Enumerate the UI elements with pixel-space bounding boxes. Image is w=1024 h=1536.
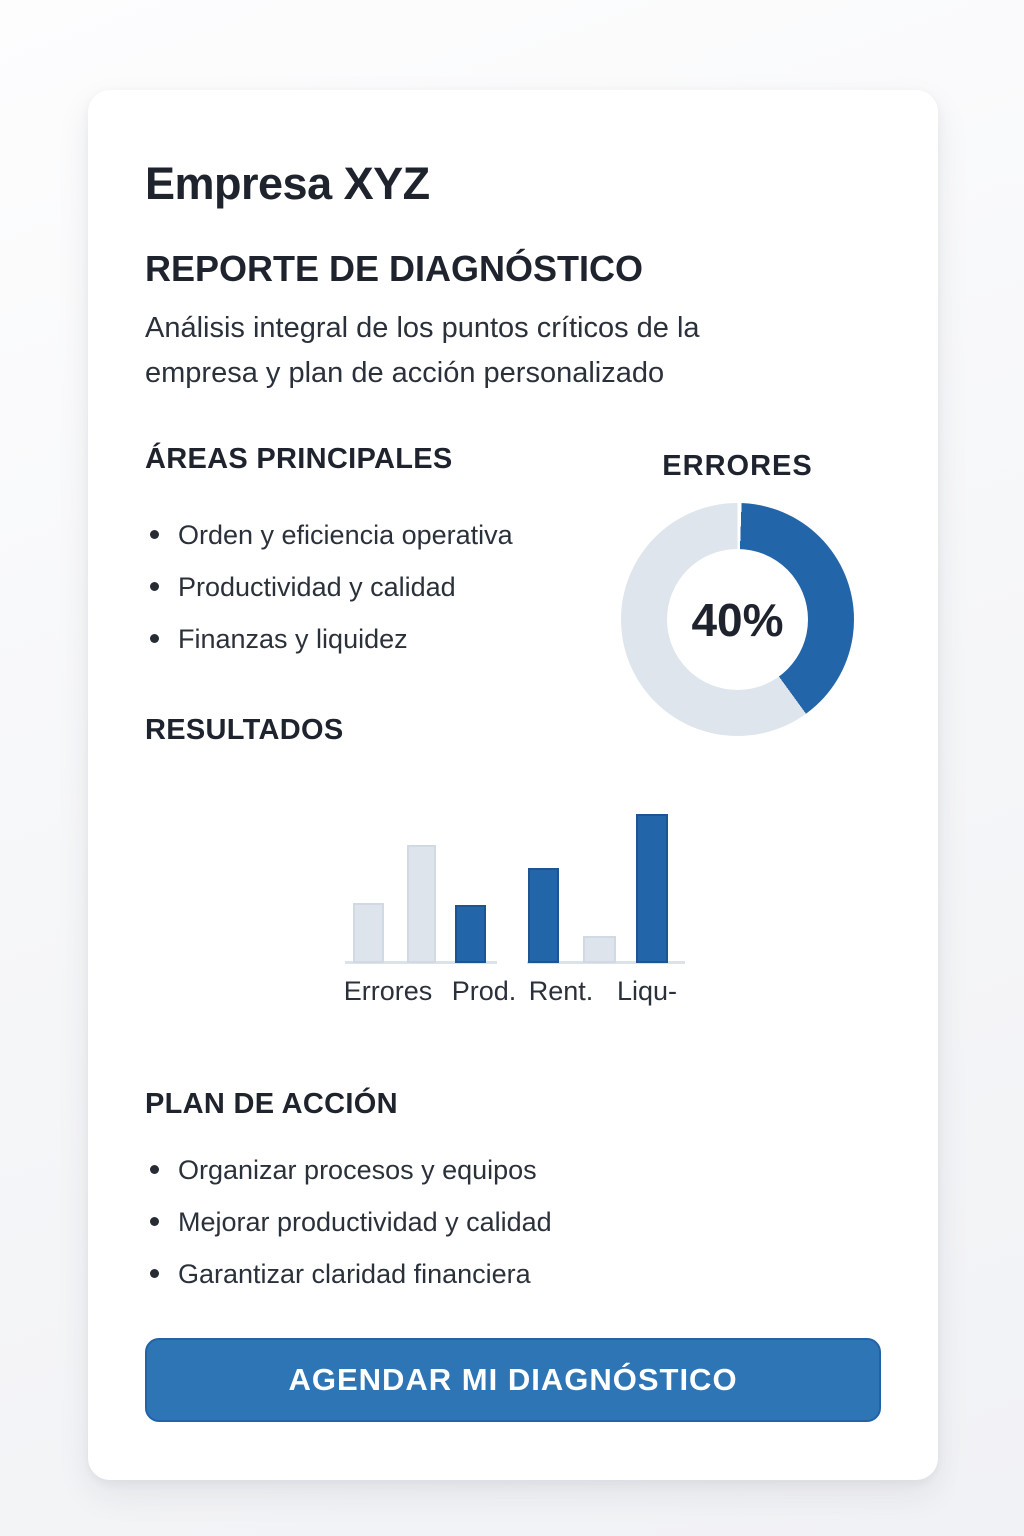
bar-liqu-5 <box>636 814 668 963</box>
errores-donut-chart <box>621 503 854 736</box>
report-card <box>88 90 938 1480</box>
list-item: Garantizar claridad financiera <box>145 1248 705 1300</box>
donut-hole <box>667 549 808 690</box>
bar-rent-4 <box>583 936 616 963</box>
areas-list <box>145 509 625 665</box>
donut-center-label: 40% <box>691 593 784 646</box>
report-title: REPORTE DE DIAGNÓSTICO <box>145 248 644 289</box>
plan-section-heading: PLAN DE ACCIÓN <box>145 1088 398 1120</box>
list-item: Orden y eficiencia operativa <box>145 509 625 561</box>
donut-chart-title: ERRORES <box>662 450 813 482</box>
x-axis-line <box>345 961 497 964</box>
bar-errores-0 <box>353 903 384 963</box>
list-item: Mejorar productividad y calidad <box>145 1196 705 1248</box>
schedule-diagnostic-button[interactable]: AGENDAR MI DIAGNÓSTICO <box>145 1338 881 1422</box>
areas-section-heading: ÁREAS PRINCIPALES <box>145 443 453 475</box>
bar-label-liqu: Liqu- <box>616 976 678 1006</box>
x-axis-line <box>527 961 685 964</box>
list-item: Productividad y calidad <box>145 561 625 613</box>
list-item: Organizar procesos y equipos <box>145 1144 705 1196</box>
bar-rent-3 <box>528 868 559 963</box>
bar-prod-2 <box>455 905 486 963</box>
bar-label-prod: Prod. <box>451 976 517 1006</box>
bar-errores-1 <box>407 845 436 963</box>
results-section-heading: RESULTADOS <box>145 714 344 746</box>
bar-label-rent: Rent. <box>528 976 594 1006</box>
company-title: Empresa XYZ <box>145 158 430 209</box>
bar-label-errores: Errores <box>343 976 433 1006</box>
list-item: Finanzas y liquidez <box>145 613 625 665</box>
plan-list <box>145 1144 705 1300</box>
report-subtitle: Análisis integral de los puntos críticos de la empresa y plan de acción personalizado <box>145 312 700 389</box>
